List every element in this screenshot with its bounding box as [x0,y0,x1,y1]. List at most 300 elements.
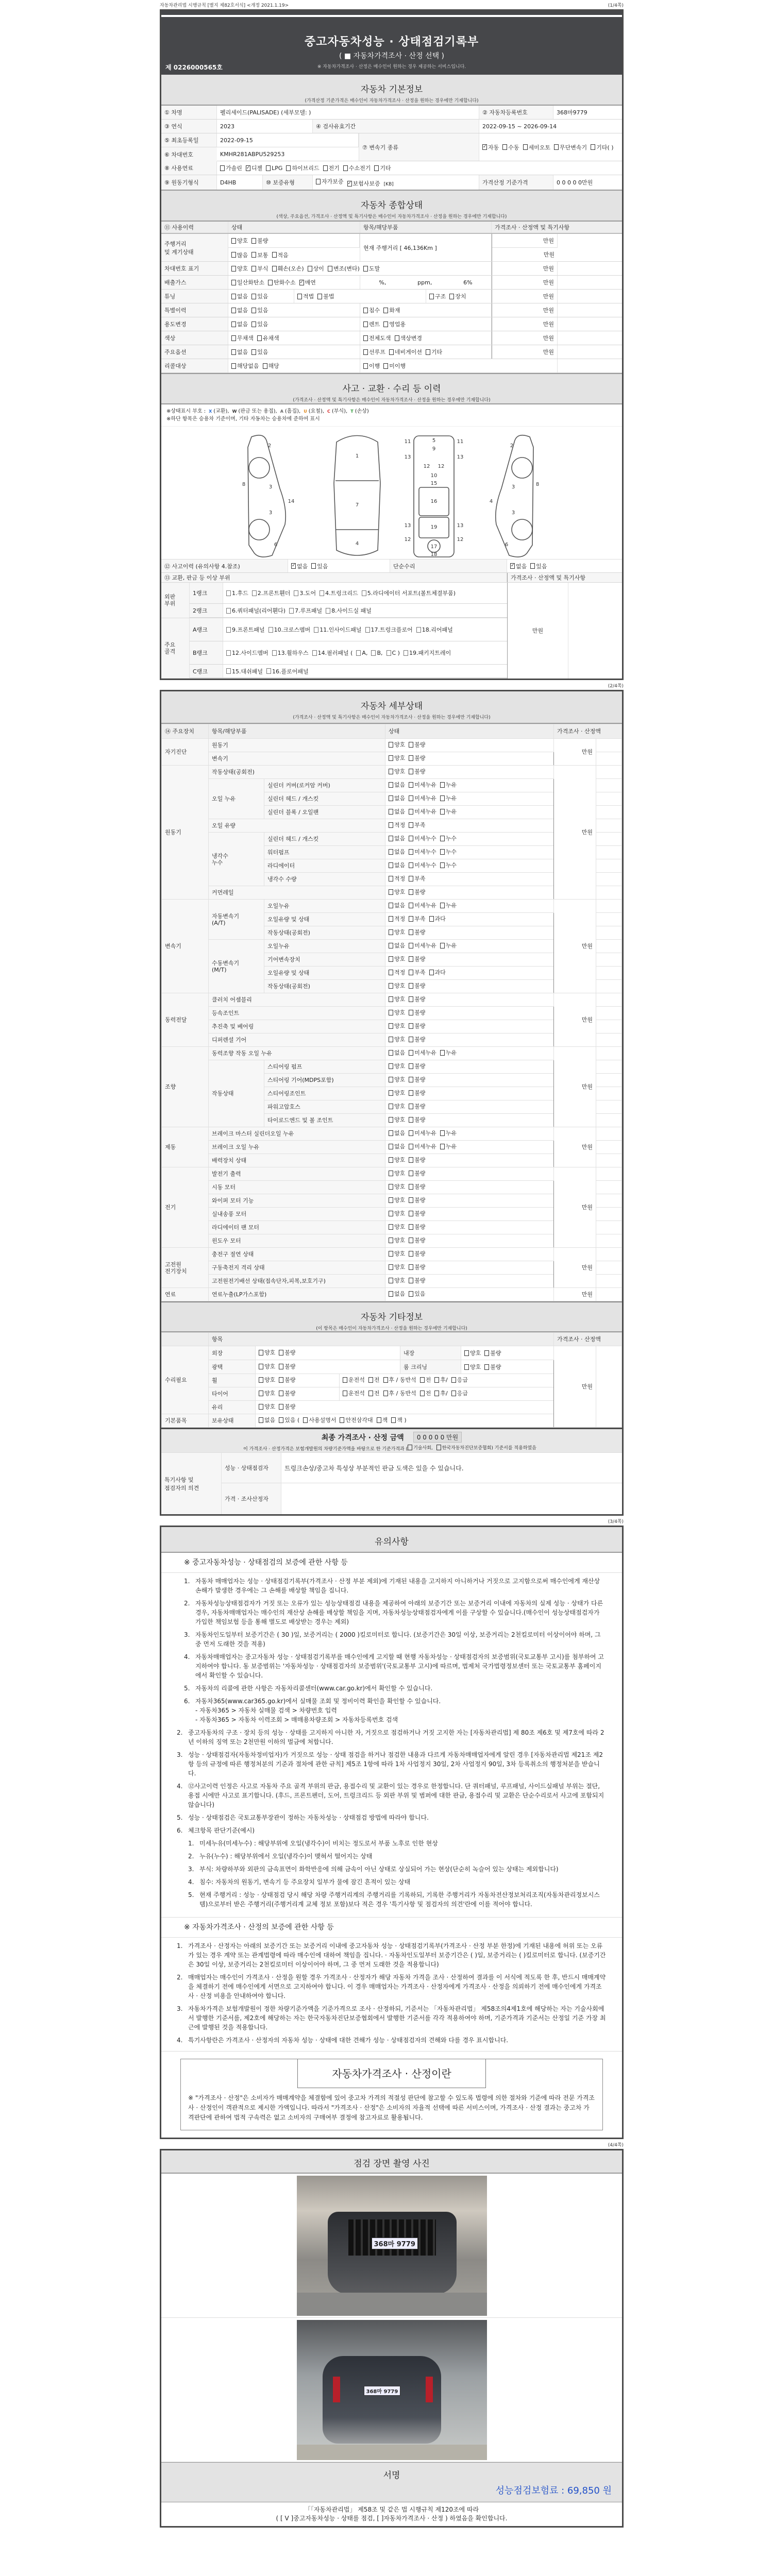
checkbox[interactable] [231,335,236,341]
checkbox-option[interactable] [259,1417,275,1423]
checkbox-option[interactable] [231,348,248,356]
checkbox-option[interactable] [409,982,425,989]
checkbox[interactable] [226,627,231,633]
checkbox[interactable] [416,627,421,633]
checkbox[interactable] [409,1291,413,1297]
checkbox[interactable] [451,1377,456,1383]
checkbox-option[interactable] [226,625,265,634]
checkbox-option[interactable] [340,1417,373,1423]
checkbox[interactable] [409,983,413,989]
checkbox-option[interactable] [436,1444,536,1451]
checkbox-option[interactable] [389,1183,405,1190]
checkbox-option[interactable] [409,1224,425,1230]
checkbox[interactable] [231,349,236,355]
checkbox[interactable] [409,1144,413,1149]
checkbox-option[interactable] [279,1403,295,1410]
checkbox[interactable] [389,836,393,841]
checkbox[interactable] [389,1251,393,1257]
checkbox-option[interactable] [363,348,385,356]
checkbox[interactable] [440,1050,445,1056]
checkbox-option[interactable] [389,982,405,989]
checkbox-option[interactable] [259,1403,275,1410]
checkbox-option[interactable] [389,916,405,922]
checkbox-option[interactable] [409,1130,436,1137]
checkbox-option[interactable] [252,589,291,597]
checkbox[interactable] [323,165,328,171]
checkbox[interactable] [320,590,324,596]
checkbox[interactable] [386,650,391,656]
checkbox-option[interactable] [409,1237,425,1244]
checkbox[interactable] [389,1050,393,1056]
checkbox-option[interactable] [420,1377,431,1383]
checkbox[interactable] [409,943,413,948]
checkbox-option[interactable] [409,1063,425,1070]
checkbox-option[interactable] [266,165,282,172]
checkbox[interactable] [440,836,445,841]
checkbox[interactable] [409,1104,413,1109]
checkbox[interactable] [389,1023,393,1029]
checkbox-option[interactable] [312,649,353,657]
checkbox-option[interactable] [259,1390,275,1397]
checkbox-option[interactable] [409,902,436,909]
checkbox[interactable] [409,742,413,748]
checkbox-option[interactable] [409,862,436,869]
checkbox-option[interactable] [440,835,457,842]
checkbox-option[interactable] [409,822,425,828]
checkbox[interactable] [259,1417,263,1423]
checkbox[interactable] [259,1391,263,1396]
checkbox[interactable] [259,1377,263,1383]
checkbox-option[interactable] [420,1390,431,1397]
checkbox-option[interactable] [389,1103,405,1110]
checkbox[interactable] [377,1417,381,1423]
checkbox[interactable] [464,1350,469,1356]
checkbox[interactable] [363,335,368,341]
checkbox[interactable] [502,144,507,150]
checkbox-option[interactable] [451,1377,468,1383]
checkbox-option[interactable] [482,143,499,151]
checkbox-option[interactable] [389,1250,405,1257]
checkbox[interactable] [231,280,236,285]
checkbox-option[interactable] [251,292,268,300]
checkbox[interactable] [420,1391,425,1396]
checkbox[interactable] [389,1264,393,1270]
checkbox[interactable] [303,1417,308,1423]
checkbox[interactable] [326,608,330,614]
checkbox-option[interactable] [484,1350,501,1357]
checkbox-option[interactable] [389,1224,405,1230]
checkbox[interactable] [409,956,413,962]
checkbox-option[interactable] [409,768,425,775]
checkbox[interactable] [409,996,413,1002]
checkbox-option[interactable] [389,1291,405,1297]
checkbox-option[interactable] [523,143,551,151]
checkbox[interactable] [409,849,413,855]
checkbox[interactable] [409,1197,413,1203]
checkbox-option[interactable] [395,334,423,342]
checkbox-option[interactable] [426,348,442,356]
checkbox-option[interactable] [389,1036,405,1043]
checkbox[interactable] [409,782,413,788]
checkbox-option[interactable] [231,278,264,286]
checkbox-option[interactable] [363,334,391,342]
checkbox-option[interactable] [409,1170,425,1177]
checkbox[interactable] [429,916,434,922]
checkbox[interactable] [279,1417,283,1423]
checkbox-option[interactable] [368,1390,380,1397]
checkbox-option[interactable] [391,1417,406,1423]
checkbox-option[interactable] [440,849,457,855]
checkbox[interactable] [389,349,394,355]
checkbox[interactable] [383,308,388,313]
checkbox[interactable] [252,590,257,596]
checkbox[interactable] [389,782,393,788]
checkbox[interactable] [409,1171,413,1176]
checkbox-option[interactable] [440,902,457,909]
checkbox[interactable] [266,165,271,171]
checkbox-option[interactable] [251,236,268,245]
checkbox-option[interactable] [409,835,436,842]
checkbox-option[interactable] [389,1210,405,1217]
checkbox[interactable] [297,294,302,299]
checkbox-option[interactable] [429,292,446,300]
checkbox[interactable] [404,650,408,656]
checkbox[interactable] [389,1130,393,1136]
checkbox[interactable] [231,321,236,327]
checkbox[interactable] [363,321,368,327]
checkbox-option[interactable] [323,164,340,172]
checkbox-option[interactable] [371,650,382,656]
checkbox[interactable] [389,903,393,908]
checkbox[interactable] [343,1391,347,1396]
checkbox[interactable] [440,903,445,908]
checkbox[interactable] [383,1391,388,1396]
checkbox-option[interactable] [266,667,309,675]
checkbox[interactable] [272,266,277,272]
checkbox[interactable] [363,266,368,272]
checkbox-option[interactable] [389,1023,405,1029]
checkbox-option[interactable] [251,251,268,259]
checkbox-option[interactable] [326,606,372,615]
checkbox[interactable] [554,144,559,150]
checkbox-option[interactable] [279,1417,299,1423]
checkbox-option[interactable] [409,755,425,761]
checkbox[interactable] [409,1130,413,1136]
checkbox[interactable] [484,1350,489,1356]
checkbox[interactable] [389,1157,393,1163]
checkbox[interactable] [257,335,262,341]
checkbox[interactable] [316,179,321,184]
checkbox-option[interactable] [434,1377,447,1383]
checkbox[interactable] [328,266,332,272]
checkbox-option[interactable] [409,1250,425,1257]
checkbox-option[interactable] [554,143,587,151]
checkbox[interactable] [409,1090,413,1096]
checkbox[interactable] [268,280,273,285]
checkbox-option[interactable] [440,795,457,802]
checkbox-option[interactable] [259,1349,275,1356]
checkbox[interactable] [426,349,430,355]
checkbox[interactable] [231,363,236,369]
checkbox[interactable] [440,1130,445,1136]
checkbox-option[interactable] [383,1390,416,1397]
checkbox-option[interactable] [226,649,268,657]
checkbox-option[interactable] [449,292,466,300]
checkbox-option[interactable] [377,1417,388,1423]
checkbox-option[interactable] [409,1210,425,1217]
checkbox[interactable] [286,165,291,171]
checkbox[interactable] [591,144,595,150]
checkbox[interactable] [523,144,528,150]
checkbox-option[interactable] [251,264,268,273]
checkbox-option[interactable] [383,320,406,328]
checkbox[interactable] [389,1197,393,1203]
checkbox[interactable] [383,1377,388,1383]
checkbox[interactable] [389,809,393,815]
checkbox-option[interactable] [356,650,367,656]
checkbox[interactable] [389,1184,393,1190]
checkbox[interactable] [440,943,445,948]
checkbox-option[interactable] [231,320,248,328]
checkbox-option[interactable] [404,649,451,657]
checkbox-option[interactable] [409,916,425,922]
checkbox[interactable] [389,1224,393,1230]
checkbox[interactable] [268,627,273,633]
checkbox[interactable] [436,1445,441,1450]
checkbox[interactable] [409,769,413,774]
checkbox-option[interactable] [409,1277,425,1284]
checkbox[interactable] [389,970,393,975]
checkbox-option[interactable] [343,1390,365,1397]
checkbox-option[interactable] [502,143,519,151]
checkbox-option[interactable] [409,1197,425,1204]
checkbox[interactable] [389,1211,393,1216]
checkbox-option[interactable] [299,278,316,286]
checkbox-option[interactable] [409,875,425,882]
checkbox-option[interactable] [259,1363,275,1370]
checkbox-option[interactable] [363,362,380,370]
checkbox[interactable] [409,1157,413,1163]
checkbox-option[interactable] [314,625,361,634]
checkbox[interactable] [440,809,445,815]
checkbox-option[interactable] [440,1130,457,1137]
checkbox-option[interactable] [409,1264,425,1270]
checkbox[interactable] [389,943,393,948]
checkbox[interactable] [246,165,250,171]
checkbox[interactable] [291,563,296,569]
checkbox[interactable] [259,1364,263,1369]
checkbox-option[interactable] [389,1090,405,1096]
checkbox[interactable] [409,1010,413,1015]
checkbox-option[interactable] [409,741,425,748]
checkbox[interactable] [231,294,236,299]
checkbox-option[interactable] [389,875,405,882]
checkbox[interactable] [409,1023,413,1029]
checkbox-option[interactable] [231,306,248,314]
checkbox-option[interactable] [231,264,248,273]
checkbox-option[interactable] [362,589,456,597]
checkbox-option[interactable] [409,808,436,815]
checkbox-option[interactable] [409,1090,425,1096]
checkbox-option[interactable] [316,177,344,185]
checkbox-option[interactable] [272,251,289,259]
checkbox-option[interactable] [347,179,380,188]
checkbox-option[interactable] [440,942,457,949]
checkbox[interactable] [371,650,376,656]
checkbox[interactable] [451,1391,456,1396]
checkbox[interactable] [434,1391,439,1396]
checkbox[interactable] [363,349,368,355]
checkbox[interactable] [530,563,535,569]
checkbox[interactable] [409,876,413,882]
checkbox[interactable] [311,563,316,569]
checkbox[interactable] [409,1211,413,1216]
checkbox-option[interactable] [389,835,405,842]
checkbox-option[interactable] [409,1009,425,1016]
checkbox-option[interactable] [257,334,279,342]
checkbox-option[interactable] [409,929,425,936]
checkbox[interactable] [409,795,413,801]
checkbox[interactable] [389,983,393,989]
checkbox[interactable] [484,1364,489,1370]
checkbox[interactable] [409,1037,413,1042]
checkbox-option[interactable] [409,1291,425,1297]
checkbox-option[interactable] [429,969,446,976]
checkbox-option[interactable] [440,782,457,788]
checkbox[interactable] [409,1251,413,1257]
checkbox[interactable] [383,321,388,327]
checkbox-option[interactable] [389,1130,405,1137]
checkbox[interactable] [251,238,256,244]
checkbox-option[interactable] [409,1076,425,1083]
checkbox[interactable] [343,165,348,171]
checkbox-option[interactable] [389,1116,405,1123]
checkbox-option[interactable] [343,1377,365,1383]
checkbox[interactable] [389,1238,393,1243]
checkbox[interactable] [279,1350,283,1355]
checkbox[interactable] [409,1238,413,1243]
checkbox[interactable] [272,252,277,258]
checkbox[interactable] [356,650,361,656]
checkbox-option[interactable] [374,164,391,172]
checkbox[interactable] [374,165,379,171]
checkbox-option[interactable] [389,929,405,936]
checkbox[interactable] [409,836,413,841]
checkbox-option[interactable] [226,589,248,597]
checkbox[interactable] [251,252,256,258]
checkbox[interactable] [389,862,393,868]
checkbox[interactable] [440,849,445,855]
checkbox[interactable] [368,1391,373,1396]
checkbox[interactable] [389,849,393,855]
checkbox-option[interactable] [484,1364,501,1370]
checkbox[interactable] [251,294,256,299]
checkbox-option[interactable] [297,292,314,300]
checkbox[interactable] [343,1377,347,1383]
checkbox-option[interactable] [279,1377,295,1383]
checkbox-option[interactable] [389,1049,405,1056]
checkbox-option[interactable] [389,942,405,949]
checkbox[interactable] [389,1090,393,1096]
checkbox-option[interactable] [286,164,319,172]
checkbox-option[interactable] [389,808,405,815]
checkbox-option[interactable] [226,606,285,615]
checkbox-option[interactable] [263,362,279,370]
checkbox[interactable] [231,238,236,244]
checkbox-option[interactable] [246,164,262,172]
checkbox[interactable] [308,266,312,272]
checkbox-option[interactable] [272,649,309,657]
checkbox-option[interactable] [440,1049,457,1056]
checkbox[interactable] [312,650,317,656]
checkbox[interactable] [389,742,393,748]
checkbox-option[interactable] [389,1063,405,1070]
checkbox[interactable] [314,627,318,633]
checkbox[interactable] [389,1104,393,1109]
checkbox-option[interactable] [311,562,328,570]
checkbox[interactable] [510,563,515,569]
checkbox-option[interactable] [268,278,296,286]
checkbox[interactable] [389,1010,393,1015]
checkbox-option[interactable] [389,755,405,761]
checkbox[interactable] [389,1037,393,1042]
checkbox-option[interactable] [279,1349,295,1356]
checkbox-option[interactable] [409,849,436,855]
checkbox[interactable] [231,266,236,272]
checkbox[interactable] [389,929,393,935]
checkbox-option[interactable] [409,942,436,949]
checkbox-option[interactable] [389,996,405,1003]
checkbox[interactable] [362,590,366,596]
checkbox-option[interactable] [389,969,405,976]
checkbox-option[interactable] [409,1143,436,1150]
checkbox[interactable] [389,1144,393,1149]
checkbox[interactable] [409,862,413,868]
checkbox[interactable] [231,308,236,313]
checkbox[interactable] [434,1377,439,1383]
checkbox-option[interactable] [251,320,268,328]
checkbox-option[interactable] [383,306,400,314]
checkbox[interactable] [259,1404,263,1410]
checkbox-option[interactable] [328,264,360,273]
checkbox[interactable] [389,1117,393,1123]
checkbox[interactable] [363,363,368,369]
checkbox-option[interactable] [389,956,405,962]
checkbox-option[interactable] [409,1183,425,1190]
checkbox-option[interactable] [409,1116,425,1123]
checkbox-option[interactable] [251,348,268,356]
checkbox-option[interactable] [389,1076,405,1083]
checkbox-option[interactable] [389,1237,405,1244]
checkbox-option[interactable] [279,1363,295,1370]
checkbox[interactable] [263,363,267,369]
checkbox-option[interactable] [383,362,406,370]
checkbox-option[interactable] [272,264,304,273]
checkbox-option[interactable] [386,650,400,656]
checkbox[interactable] [409,1184,413,1190]
checkbox[interactable] [409,1224,413,1230]
checkbox-option[interactable] [389,902,405,909]
checkbox[interactable] [389,755,393,761]
checkbox-option[interactable] [389,348,422,356]
checkbox[interactable] [389,1291,393,1297]
checkbox[interactable] [449,294,454,299]
checkbox-option[interactable] [231,236,248,245]
checkbox[interactable] [389,822,393,828]
checkbox[interactable] [429,970,434,975]
checkbox-option[interactable] [231,334,254,342]
checkbox-option[interactable] [409,795,436,802]
